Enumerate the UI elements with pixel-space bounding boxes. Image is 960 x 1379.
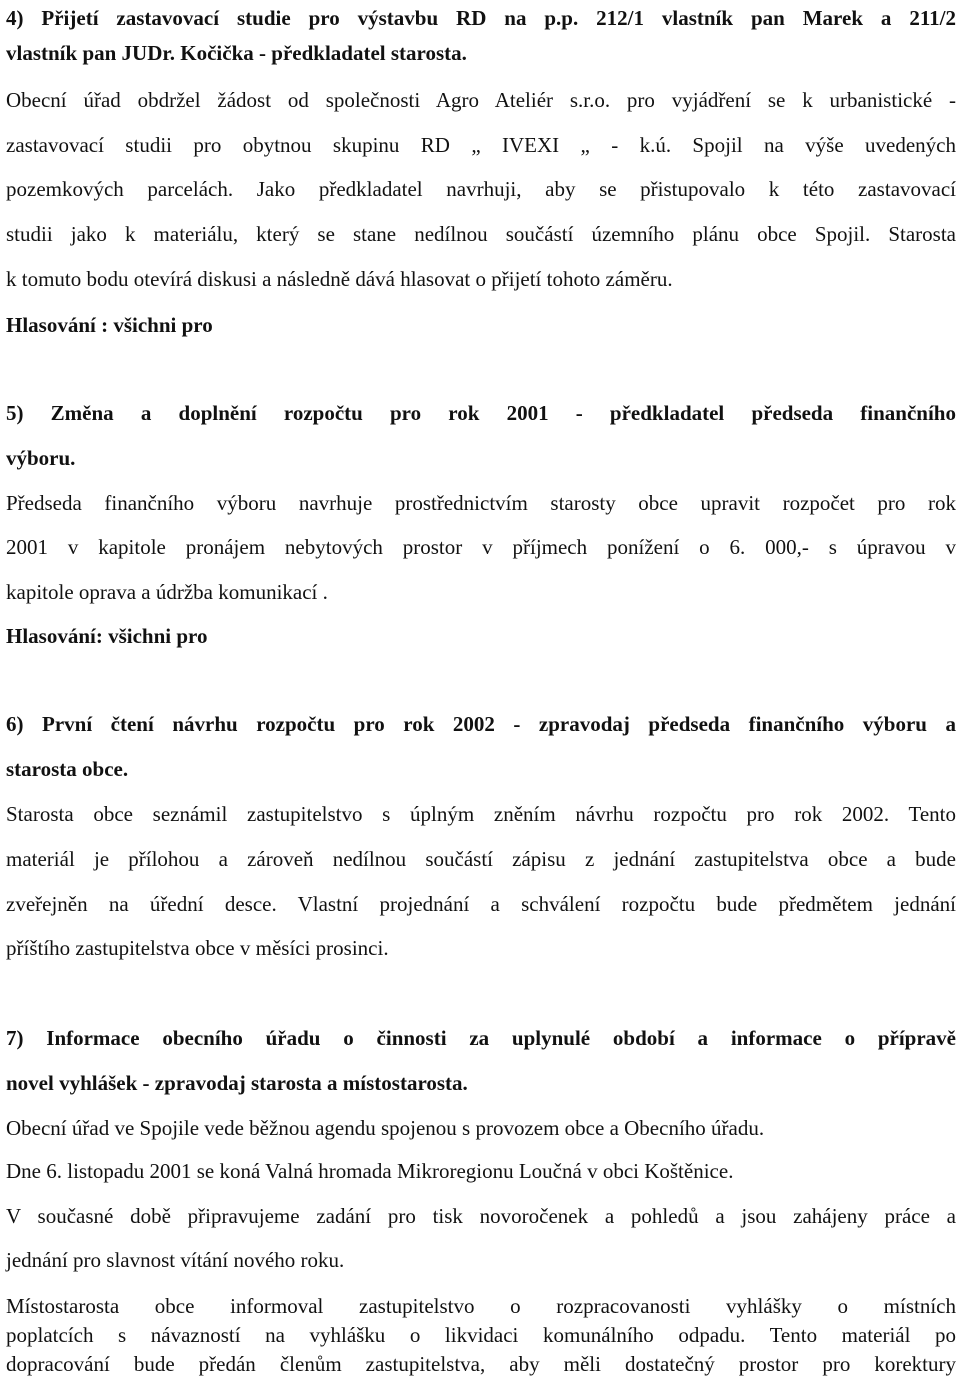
- item-5-vote-result: Hlasování: všichni pro: [6, 624, 208, 648]
- item-4-body-line: pozemkových parcelách. Jako předkladatel navrhuji, aby se přistupovalo k této zastavovací: [6, 177, 956, 201]
- item-5-body-line: kapitole oprava a údržba komunikací .: [6, 580, 328, 604]
- item-5-heading-line-1: 5) Změna a doplnění rozpočtu pro rok 2001 - předkladatel předseda finančního: [6, 401, 956, 425]
- item-4-body-line: k tomuto bodu otevírá diskusi a následně dává hlasovat o přijetí tohoto záměru.: [6, 267, 673, 291]
- item-6-body-line: Starosta obce seznámil zastupitelstvo s úplným zněním návrhu rozpočtu pro rok 2002. Tento: [6, 802, 956, 826]
- item-6-heading-line-2: starosta obce.: [6, 757, 129, 781]
- item-7-body-line: V současné době připravujeme zadání pro tisk novoročenek a pohledů a jsou zahájeny práce a: [6, 1204, 956, 1228]
- item-7-body-line: Obecní úřad ve Spojile vede běžnou agendu spojenou s provozem obce a Obecního úřadu.: [6, 1116, 765, 1140]
- item-5-heading-line-2: výboru.: [6, 446, 76, 470]
- item-6-body-line: materiál je přílohou a zároveň nedílnou součástí zápisu z jednání zastupitelstva obce a bude: [6, 847, 956, 871]
- item-7-body-line: jednání pro slavnost vítání nového roku.: [6, 1248, 345, 1272]
- item-7-body-line: dopracování bude předán členům zastupitelstva, aby měli dostatečný prostor pro korektury: [6, 1352, 956, 1376]
- item-5-body-line: Předseda finančního výboru navrhuje prostřednictvím starosty obce upravit rozpočet pro rok: [6, 491, 956, 515]
- item-7-body-line: Dne 6. listopadu 2001 se koná Valná hromada Mikroregionu Loučná v obci Koštěnice.: [6, 1159, 734, 1183]
- item-7-body-line: poplatcích s návazností na vyhlášku o likvidaci komunálního odpadu. Tento materiál po: [6, 1323, 956, 1347]
- item-6-body-line: zveřejněn na úřední desce. Vlastní projednání a schválení rozpočtu bude předmětem jednání: [6, 892, 956, 916]
- item-6-heading-line-1: 6) První čtení návrhu rozpočtu pro rok 2002 - zpravodaj předseda finančního výboru a: [6, 712, 956, 736]
- item-7-heading-line-2: novel vyhlášek - zpravodaj starosta a místostarosta.: [6, 1071, 468, 1095]
- item-4-body-line: Obecní úřad obdržel žádost od společnosti Agro Ateliér s.r.o. pro vyjádření se k urbanistické -: [6, 88, 956, 112]
- item-6-body-line: příštího zastupitelstva obce v měsíci prosinci.: [6, 936, 389, 960]
- item-4-vote-result: Hlasování : všichni pro: [6, 313, 213, 337]
- item-7-heading-line-1: 7) Informace obecního úřadu o činnosti za uplynulé období a informace o přípravě: [6, 1026, 956, 1050]
- item-4-body-line: zastavovací studii pro obytnou skupinu RD „ IVEXI „ - k.ú. Spojil na výše uvedených: [6, 133, 956, 157]
- item-4-heading-line-1: 4) Přijetí zastavovací studie pro výstavbu RD na p.p. 212/1 vlastník pan Marek a 211/2: [6, 6, 956, 30]
- item-5-body-line: 2001 v kapitole pronájem nebytových prostor v příjmech ponížení o 6. 000,- s úpravou v: [6, 535, 956, 559]
- item-7-body-line: Místostarosta obce informoval zastupitelstvo o rozpracovanosti vyhlášky o místních: [6, 1294, 956, 1318]
- item-4-body-line: studii jako k materiálu, který se stane nedílnou součástí územního plánu obce Spojil. Starosta: [6, 222, 956, 246]
- item-4-heading-line-2: vlastník pan JUDr. Kočička - předkladatel starosta.: [6, 41, 467, 65]
